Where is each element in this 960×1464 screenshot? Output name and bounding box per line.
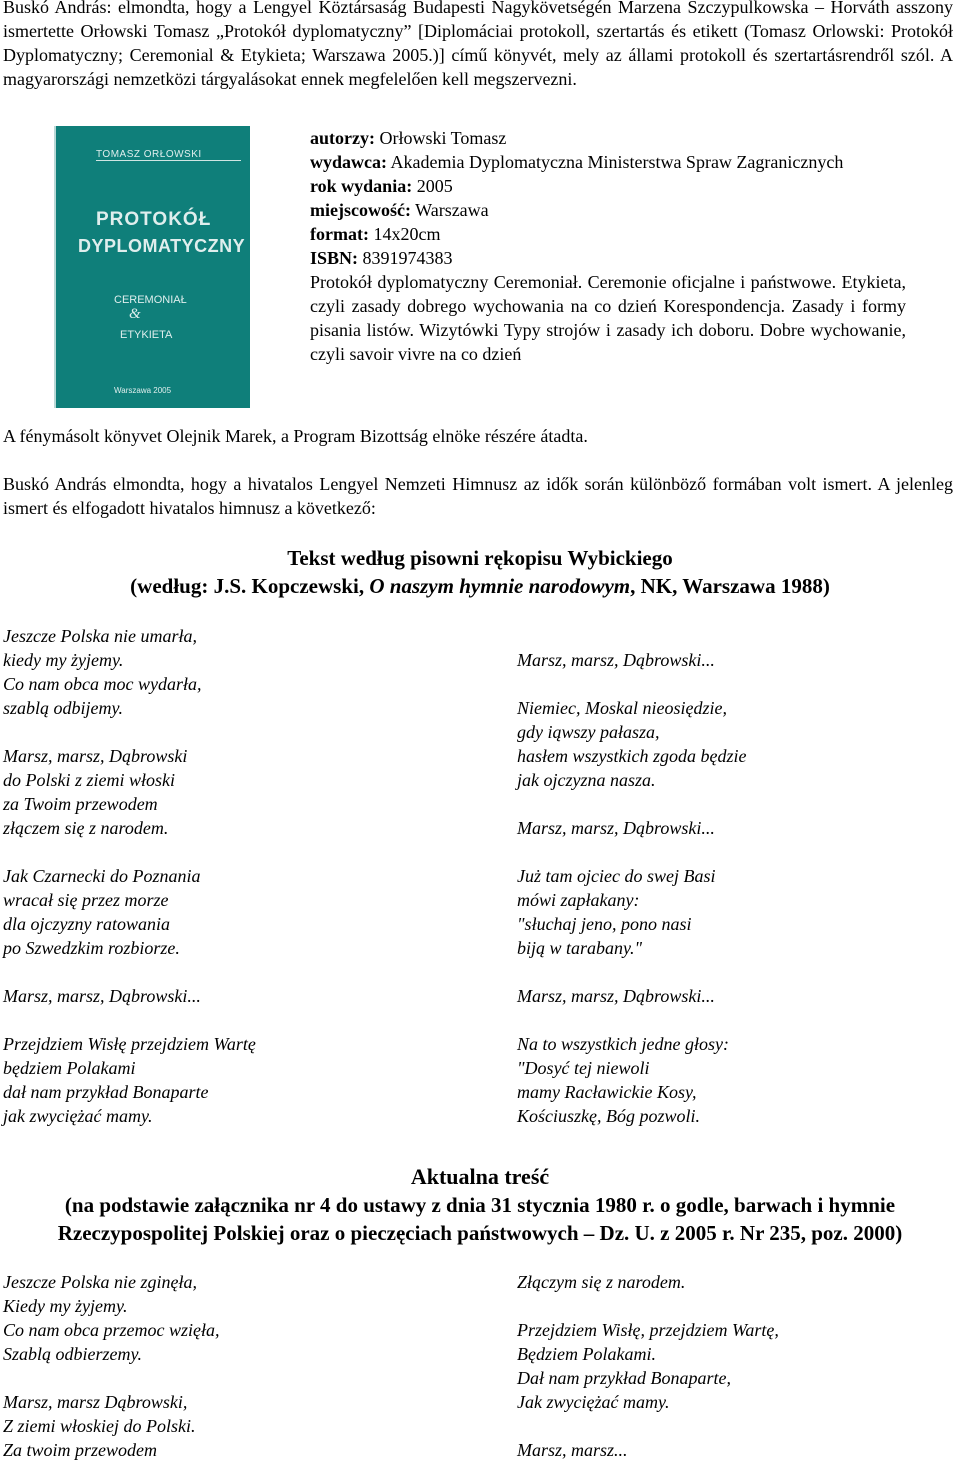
stanza-gap xyxy=(517,1414,779,1438)
manuscript-right-column xyxy=(517,648,746,1128)
poem-line: "słuchaj jeno, pono nasi xyxy=(517,914,692,934)
poem-line: dla ojczyzny ratowania xyxy=(3,914,170,934)
poem-line: "Dosyć tej niewoli xyxy=(517,1058,650,1078)
detail-year xyxy=(310,174,906,198)
detail-format xyxy=(310,222,906,246)
detail-place-value: Warszawa xyxy=(415,200,489,220)
current-right-column xyxy=(517,1270,779,1462)
poem-line: Dał nam przykład Bonaparte, xyxy=(517,1368,731,1388)
intro-paragraph: Buskó András: elmondta, hogy a Lengyel Köztársaság Budapesti Nagykövetségén Marzena Szczypulkowska – Horváth asszony ismertette Orłowski Tomasz „Protokół dyplomatyczny” [Diplomáciai protokoll, szertartás és etikett (Tomasz Orlowski: Protokół Dyplomatyczny; Ceremonial & Etykieta; Warszawa 2005.)] című könyvét, mely az állami protokoll és szertartásrendről szól. A magyarországi nemzetközi tárgyalásokat ennek megfelelően kell megszervezni. xyxy=(3,0,953,89)
cover-title-line2: DYPLOMATYCZNY xyxy=(78,236,246,256)
poem-line: Niemiec, Moskal nieosiędzie, xyxy=(517,698,727,718)
cover-place-year: Warszawa 2005 xyxy=(114,386,172,395)
cover-subtitle-line2: ETYKIETA xyxy=(120,329,173,341)
detail-year-label: rok wydania: xyxy=(310,176,413,196)
detail-place xyxy=(310,198,906,222)
detail-publisher xyxy=(310,150,906,174)
poem-line: za Twoim przewodem xyxy=(3,794,158,814)
poem-line: mówi zapłakany: xyxy=(517,890,640,910)
poem-line: Jeszcze Polska nie zginęła, xyxy=(3,1272,197,1292)
poem-line: Marsz, marsz, Dąbrowski... xyxy=(517,818,715,838)
heading-suffix: , NK, Warszawa 1988) xyxy=(630,574,830,598)
detail-author-value: Orłowski Tomasz xyxy=(379,128,507,148)
manuscript-heading-line2 xyxy=(0,572,960,600)
detail-description: Protokół dyplomatyczny Ceremoniał. Ceremonie oficjalne i państwowe. Etykieta, czyli zasady dobrego wychowania na co dzień Korespondencja. Zasady i formy pisania listów. Wizytówki Typy strojów i zasady ich doboru. Dobre wychowanie, czyli savoir vivre na co dzień xyxy=(310,272,906,364)
detail-year-value: 2005 xyxy=(416,176,453,196)
poem-line: szablą odbijemy. xyxy=(3,698,123,718)
stanza-gap xyxy=(517,960,746,984)
poem-line: jak ojczyzna nasza. xyxy=(517,770,656,790)
poem-line: hasłem wszystkich zgoda będzie xyxy=(517,746,747,766)
poem-line: kiedy my żyjemy. xyxy=(3,650,124,670)
intro-text xyxy=(3,0,953,91)
detail-author-label: autorzy: xyxy=(310,128,375,148)
stanza-gap xyxy=(517,792,746,816)
poem-line: Kościuszkę, Bóg pozwoli. xyxy=(517,1106,700,1126)
poem-line: Marsz, marsz, Dąbrowski... xyxy=(3,986,201,1006)
poem-line: Marsz, marsz, Dąbrowski... xyxy=(517,986,715,1006)
poem-line: jak zwyciężać mamy. xyxy=(3,1106,153,1126)
cover-subtitle-amp: & xyxy=(129,306,141,322)
poem-line: Jeszcze Polska nie umarła, xyxy=(3,626,197,646)
anthem-intro-paragraph: Buskó András elmondta, hogy a hivatalos Lengyel Nemzeti Himnusz az idők során különböző formában volt ismert. A jelenleg ismert és elfogadott hivatalos himnusz a következő: xyxy=(3,474,953,518)
current-text-heading xyxy=(0,1163,960,1247)
detail-format-label: format: xyxy=(310,224,369,244)
detail-publisher-value: Akademia Dyplomatyczna Ministerstwa Spraw Zagranicznych xyxy=(390,152,844,172)
detail-author xyxy=(310,126,906,150)
stanza-gap xyxy=(3,840,256,864)
poem-line: Złączym się z narodem. xyxy=(517,1272,686,1292)
cover-subtitle-line1: CEREMONIAŁ xyxy=(114,294,187,306)
stanza-gap xyxy=(517,840,746,864)
poem-line: do Polski z ziemi włoski xyxy=(3,770,175,790)
detail-place-label: miejscowość: xyxy=(310,200,411,220)
poem-line: Marsz, marsz, Dąbrowski... xyxy=(517,650,715,670)
stanza-gap xyxy=(517,672,746,696)
poem-line: Będziem Polakami. xyxy=(517,1344,656,1364)
poem-line: Przejdziem Wisłę, przejdziem Wartę, xyxy=(517,1320,779,1340)
cover-title-line1: PROTOKÓŁ xyxy=(96,209,212,230)
poem-line: dał nam przykład Bonaparte xyxy=(3,1082,209,1102)
detail-publisher-label: wydawca: xyxy=(310,152,387,172)
current-heading-line2: (na podstawie załącznika nr 4 do ustawy z dnia 31 stycznia 1980 r. o godle, barwach i hymnie xyxy=(64,1193,896,1217)
poem-line: Na to wszystkich jedne głosy: xyxy=(517,1034,729,1054)
stanza-gap xyxy=(3,1366,219,1390)
stanza-gap xyxy=(517,1008,746,1032)
book-details xyxy=(310,126,906,366)
manuscript-heading xyxy=(0,544,960,600)
heading-book-title: O naszym hymnie narodowym xyxy=(369,574,631,598)
stanza-gap xyxy=(3,960,256,984)
poem-line: mamy Racławickie Kosy, xyxy=(517,1082,697,1102)
poem-line: złączem się z narodem. xyxy=(3,818,169,838)
stanza-gap xyxy=(517,1294,779,1318)
cover-rule xyxy=(96,160,241,161)
poem-line: Szablą odbierzemy. xyxy=(3,1344,142,1364)
current-heading-line3: Rzeczypospolitej Polskiej oraz o pieczęciach państwowych – Dz. U. z 2005 r. Nr 235, poz. 2000) xyxy=(57,1221,903,1245)
stanza-gap xyxy=(3,1008,256,1032)
heading-prefix: (według: J.S. Kopczewski, xyxy=(130,574,370,598)
poem-line: Za twoim przewodem xyxy=(3,1440,158,1460)
handover-line: A fénymásolt könyvet Olejnik Marek, a Program Bizottság elnöke részére átadta. xyxy=(3,426,588,446)
detail-format-value: 14x20cm xyxy=(373,224,441,244)
book-cover-image xyxy=(54,126,250,408)
current-left-column xyxy=(3,1270,219,1462)
poem-line: będziem Polakami xyxy=(3,1058,136,1078)
cover-author: TOMASZ ORŁOWSKI xyxy=(96,149,202,160)
poem-line: Co nam obca moc wydarła, xyxy=(3,674,202,694)
detail-isbn-label: ISBN: xyxy=(310,248,359,268)
stanza-gap xyxy=(3,720,256,744)
poem-line: biją w tarabany." xyxy=(517,938,643,958)
poem-line: Jak Czarnecki do Poznania xyxy=(3,866,201,886)
poem-line: Przejdziem Wisłę przejdziem Wartę xyxy=(3,1034,256,1054)
poem-line: Kiedy my żyjemy. xyxy=(3,1296,128,1316)
poem-line: Co nam obca przemoc wzięła, xyxy=(3,1320,220,1340)
manuscript-left-column xyxy=(3,624,256,1128)
detail-isbn-value: 8391974383 xyxy=(362,248,453,268)
current-heading-line1: Aktualna treść xyxy=(410,1164,550,1189)
poem-line: po Szwedzkim rozbiorze. xyxy=(3,938,180,958)
poem-line: Już tam ojciec do swej Basi xyxy=(517,866,716,886)
manuscript-heading-line1: Tekst według pisowni rękopisu Wybickiego xyxy=(287,546,673,570)
poem-line: Marsz, marsz... xyxy=(517,1440,628,1460)
poem-line: wracał się przez morze xyxy=(3,890,169,910)
poem-line: gdy iąwszy pałasza, xyxy=(517,722,660,742)
poem-line: Jak zwyciężać mamy. xyxy=(517,1392,670,1412)
detail-isbn xyxy=(310,246,906,270)
poem-line: Marsz, marsz, Dąbrowski xyxy=(3,746,188,766)
poem-line: Z ziemi włoskiej do Polski. xyxy=(3,1416,196,1436)
poem-line: Marsz, marsz Dąbrowski, xyxy=(3,1392,188,1412)
